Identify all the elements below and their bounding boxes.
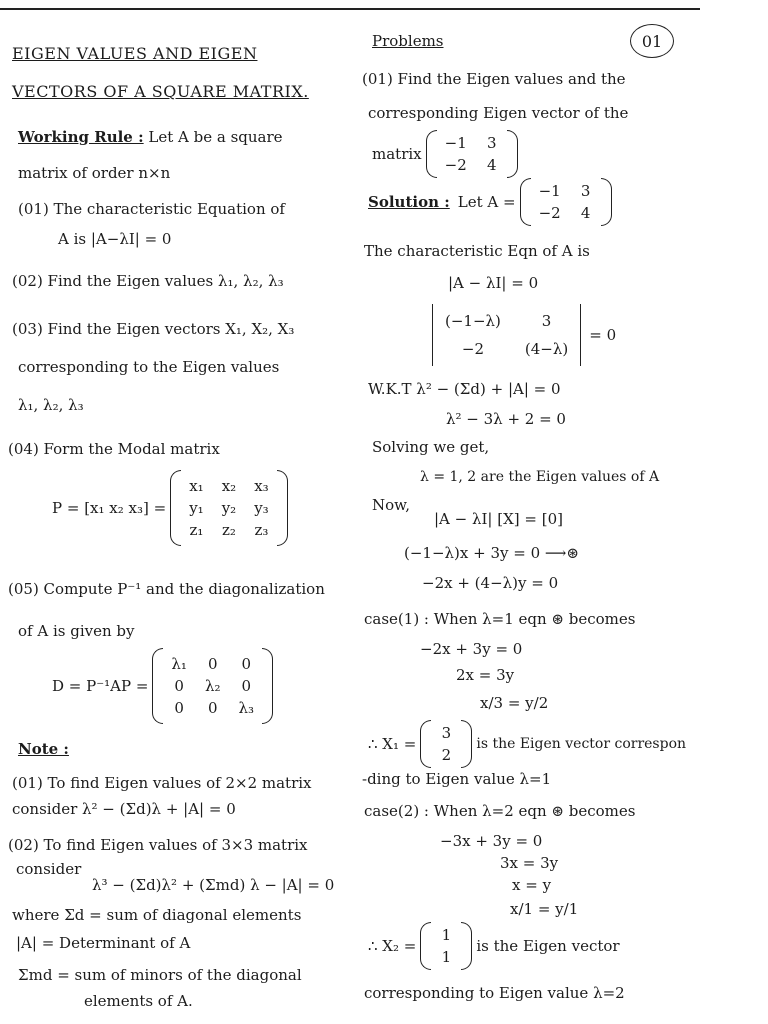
note-heading: Note : <box>18 740 69 758</box>
right-paren <box>277 470 288 546</box>
problems-heading: Problems <box>372 32 444 50</box>
left-paren <box>520 178 531 226</box>
matrix-cell: −2 <box>461 340 485 358</box>
matrix-cell: −2 <box>444 156 467 174</box>
matrix-cell: −2 <box>538 204 561 222</box>
matrix-cell: 4 <box>486 156 497 174</box>
det-bar-left <box>432 304 433 366</box>
matrix-cell: −1 <box>444 134 467 152</box>
matrix-cell: z₂ <box>221 521 236 539</box>
matrix-cell: (−1−λ) <box>445 312 501 330</box>
equation-1-text: (−1−λ)x + 3y = 0 <box>404 544 541 562</box>
matrix-cell: z₁ <box>189 521 204 539</box>
det-bar-right <box>580 304 581 366</box>
char-eqn-text: The characteristic Eqn of A is <box>364 242 590 260</box>
problem-1-a: (01) Find the Eigen values and the <box>362 70 626 88</box>
note-2-a: (02) To find Eigen values of 3×3 matrix <box>8 836 308 854</box>
case-1-eq-3: x/3 = y/2 <box>480 694 549 712</box>
char-eqn: |A − λI| = 0 <box>448 274 539 292</box>
note-2-c: λ³ − (Σd)λ² + (Σmd) λ − |A| = 0 <box>92 876 335 894</box>
matrix-cell: 3 <box>580 182 591 200</box>
matrix-cell: x₂ <box>221 477 237 495</box>
equation-2: −2x + (4−λ)y = 0 <box>422 574 559 592</box>
case-2-eq-3: x = y <box>512 876 552 894</box>
eigenvector-1 <box>364 720 690 768</box>
right-paren <box>461 720 472 768</box>
title-line-1: EIGEN VALUES AND EIGEN <box>12 44 258 63</box>
page-number: 01 <box>630 24 674 58</box>
matrix-cell: z₃ <box>254 521 269 539</box>
matrix-cell: 3 <box>541 312 552 330</box>
eigenvector-1-label: ∴ X₁ = <box>368 735 417 753</box>
quadratic: λ² − 3λ + 2 = 0 <box>446 410 566 428</box>
matrix-cell: 3 <box>486 134 497 152</box>
matrix-cell: 0 <box>241 655 252 673</box>
matrix-cell: 0 <box>207 655 218 673</box>
step-4-a: (04) Form the Modal matrix <box>8 440 220 458</box>
working-rule-label: Working Rule : <box>18 128 144 146</box>
step-5-b: of A is given by <box>18 622 135 640</box>
top-rule <box>0 8 700 10</box>
vector-cell: 3 <box>441 724 452 742</box>
problem-1-b: corresponding Eigen vector of the <box>368 104 629 122</box>
matrix-cell: (4−λ) <box>524 340 569 358</box>
where-1: where Σd = sum of diagonal elements <box>12 906 302 924</box>
matrix-cell: y₂ <box>221 499 237 517</box>
case-2-eq-1: −3x + 3y = 0 <box>440 832 543 850</box>
step-5-a: (05) Compute P⁻¹ and the diagonalization <box>8 580 325 598</box>
now-text: Now, <box>372 496 410 514</box>
solution-label: Solution : <box>368 193 450 211</box>
det-equals: = 0 <box>589 326 617 344</box>
note-1-a: (01) To find Eigen values of 2×2 matrix <box>12 774 312 792</box>
step-3-c: λ₁, λ₂, λ₃ <box>18 396 84 414</box>
solution-let: Let A = <box>457 193 516 211</box>
solving-text: Solving we get, <box>372 438 490 456</box>
vector-cell: 1 <box>441 926 452 944</box>
matrix-cell: x₁ <box>189 477 204 495</box>
matrix-cell: λ₂ <box>204 677 221 695</box>
note-2-b: consider <box>16 860 82 878</box>
vector-cell: 1 <box>441 948 452 966</box>
problem-matrix-label: matrix <box>372 145 422 163</box>
case-2-eq-2: 3x = 3y <box>500 854 559 872</box>
left-paren <box>420 922 431 970</box>
roots-line: λ = 1, 2 are the Eigen values of A <box>420 469 660 485</box>
where-2: |A| = Determinant of A <box>16 934 191 952</box>
determinant <box>428 304 620 366</box>
eigenvector-2-text: is the Eigen vector <box>476 937 620 955</box>
matrix-cell: 0 <box>174 699 184 717</box>
eigenvector-2-label: ∴ X₂ = <box>368 937 417 955</box>
where-4: elements of A. <box>84 992 193 1010</box>
matrix-cell: 0 <box>241 677 252 695</box>
matrix-cell: λ₃ <box>238 699 255 717</box>
matrix-cell: −1 <box>538 182 561 200</box>
right-paren <box>262 648 273 724</box>
matrix-cell: 4 <box>580 204 591 222</box>
case-1-eq-1: −2x + 3y = 0 <box>420 640 523 658</box>
step-3-b: corresponding to the Eigen values <box>18 358 280 376</box>
matrix-cell: λ₁ <box>171 655 187 673</box>
matrix-cell: 0 <box>207 699 218 717</box>
diagonal-matrix-label: D = P⁻¹AP = <box>52 677 149 695</box>
matrix-cell: y₁ <box>189 499 204 517</box>
problem-matrix <box>368 130 518 178</box>
equation-1 <box>404 546 579 561</box>
eigenvector-1-continued: -ding to Eigen value λ=1 <box>362 770 552 788</box>
left-paren <box>170 470 181 546</box>
working-rule-text: Let A be a square <box>148 128 283 146</box>
where-3: Σmd = sum of minors of the diagonal <box>18 966 302 984</box>
left-paren <box>426 130 437 178</box>
diagonal-matrix <box>48 648 273 724</box>
solution-matrix <box>364 178 612 226</box>
right-paren <box>461 922 472 970</box>
step-2: (02) Find the Eigen values λ₁, λ₂, λ₃ <box>12 272 284 290</box>
case-1-eq-2: 2x = 3y <box>456 666 515 684</box>
star-marker: ⟶⊛ <box>544 544 579 562</box>
left-paren <box>420 720 431 768</box>
title-line-2: VECTORS OF A SQUARE MATRIX. <box>12 82 309 101</box>
system-eqn: |A − λI| [X] = [0] <box>434 510 563 528</box>
case-2-heading: case(2) : When λ=2 eqn ⊛ becomes <box>364 802 636 820</box>
wkt-line: W.K.T λ² − (Σd) + |A| = 0 <box>368 380 561 398</box>
matrix-cell: x₃ <box>254 477 269 495</box>
step-1-a: (01) The characteristic Equation of <box>18 200 285 218</box>
case-2-eq-4: x/1 = y/1 <box>510 900 579 918</box>
right-paren <box>507 130 518 178</box>
step-3-a: (03) Find the Eigen vectors X₁, X₂, X₃ <box>12 320 295 338</box>
left-paren <box>152 648 163 724</box>
eigenvector-2 <box>364 922 624 970</box>
case-1-heading: case(1) : When λ=1 eqn ⊛ becomes <box>364 610 636 628</box>
right-paren <box>601 178 612 226</box>
step-1-b: A is |A−λI| = 0 <box>58 230 172 248</box>
note-1-b: consider λ² − (Σd)λ + |A| = 0 <box>12 800 236 818</box>
matrix-cell: y₃ <box>254 499 269 517</box>
eigenvector-2-continued: corresponding to Eigen value λ=2 <box>364 984 625 1002</box>
matrix-cell: 0 <box>174 677 184 695</box>
working-rule-text-2: matrix of order n×n <box>18 164 171 182</box>
modal-matrix <box>48 470 288 546</box>
modal-matrix-label: P = [x₁ x₂ x₃] = <box>52 499 167 517</box>
working-rule <box>18 130 283 145</box>
vector-cell: 2 <box>441 746 452 764</box>
eigenvector-1-text: is the Eigen vector correspon <box>476 736 687 752</box>
